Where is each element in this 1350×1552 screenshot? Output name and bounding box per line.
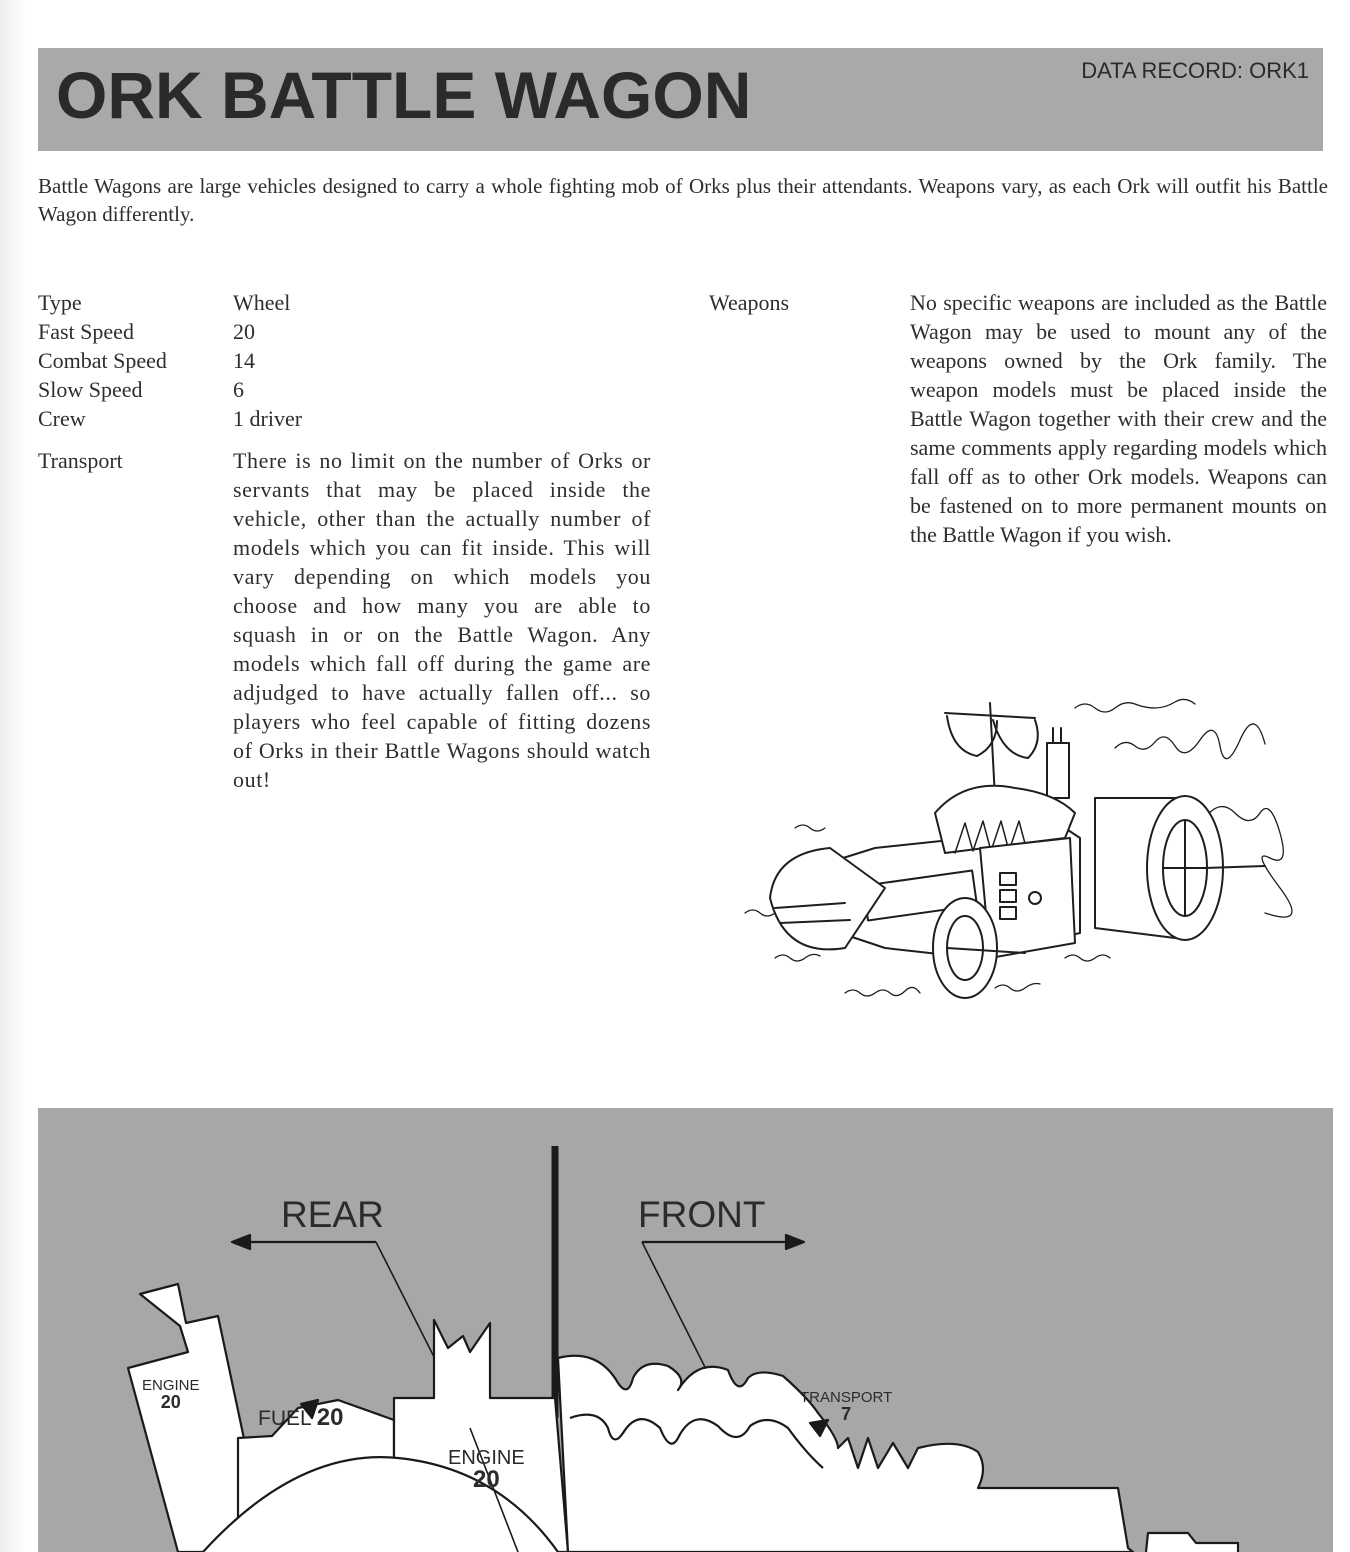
ork-battle-wagon-illustration-icon xyxy=(735,688,1310,1018)
page-title: ORK BATTLE WAGON xyxy=(56,58,752,132)
title-bar xyxy=(38,48,1323,151)
stat-value: 14 xyxy=(233,348,255,373)
location-name: FUEL xyxy=(258,1407,311,1430)
weapons-label: Weapons xyxy=(709,290,790,315)
stat-label: Combat Speed xyxy=(38,348,167,373)
transport-text: There is no limit on the number of Orks or servants that may be placed inside the vehicle, other than the actually number of models which you can fit inside. This will vary depending on which models you choose and how many you are able to squash in or on the Battle Wagon. Any models which fall off during the game are adjudged to have actually fallen off... so players who feel capable of fitting dozens of Orks in their Battle Wagons should watch out! xyxy=(233,448,651,792)
stat-label: Crew xyxy=(38,406,86,431)
fuel-location xyxy=(258,1406,343,1430)
stat-value: Wheel xyxy=(233,290,291,315)
intro-paragraph: Battle Wagons are large vehicles designed to carry a whole fighting mob of Orks plus their attendants. Weapons vary, as each Ork will outfit his Battle Wagon differently. xyxy=(38,174,1328,226)
data-record-id: DATA RECORD: ORK1 xyxy=(1081,58,1309,83)
location-value: 7 xyxy=(841,1404,852,1424)
front-label: FRONT xyxy=(638,1194,766,1235)
stat-label: Fast Speed xyxy=(38,319,134,344)
damage-location-diagram xyxy=(38,1108,1333,1552)
stat-label: Slow Speed xyxy=(38,377,143,402)
rear-label: REAR xyxy=(281,1194,384,1235)
location-name: ENGINE xyxy=(142,1377,200,1394)
location-value: 20 xyxy=(316,1404,344,1431)
location-name: ENGINE xyxy=(448,1447,525,1469)
center-engine-location xyxy=(448,1448,525,1492)
stat-label: Type xyxy=(38,290,82,315)
weapons-text: No specific weapons are included as the Battle Wagon may be used to mount any of the weapons owned by the Ork family. The weapon models must be placed inside the Battle Wagon together with their crew and the same comments apply regarding models which fall off as to other Ork models. Weapons can be fastened on to more permanent mounts on the Battle Wagon if you wish. xyxy=(910,290,1327,547)
transport-silhouette xyxy=(558,1356,1133,1552)
stat-value: 1 driver xyxy=(233,406,303,431)
transport-location xyxy=(800,1390,892,1423)
location-value: 20 xyxy=(160,1392,181,1412)
rear-engine-location xyxy=(142,1378,200,1411)
stat-value: 20 xyxy=(233,319,255,344)
stat-value: 6 xyxy=(233,377,244,402)
location-value: 20 xyxy=(472,1466,500,1493)
location-name: TRANSPORT xyxy=(800,1389,893,1406)
diagram-artwork xyxy=(38,1108,1333,1552)
transport-label: Transport xyxy=(38,448,123,473)
